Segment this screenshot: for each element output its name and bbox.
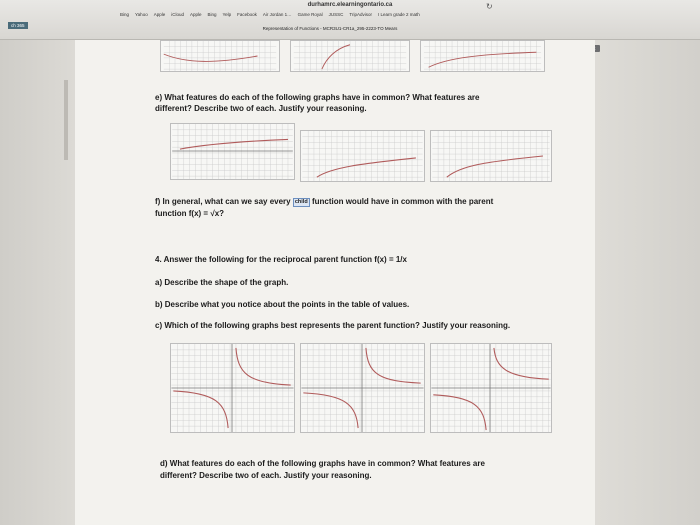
question-e-line2: different? Describe two of each. Justify your reasoning. bbox=[155, 104, 367, 113]
browser-chrome bbox=[0, 0, 700, 40]
reload-icon[interactable]: ↻ bbox=[486, 2, 493, 11]
graph-top-1-svg bbox=[161, 41, 279, 71]
graph-e-1-svg bbox=[171, 124, 294, 179]
address-bar[interactable]: durhamrc.elearningontario.ca bbox=[307, 2, 393, 8]
graph-4c-1 bbox=[170, 343, 295, 433]
question-f-pre: f) In general, what can we say every bbox=[155, 197, 291, 206]
graph-top-3 bbox=[420, 40, 545, 72]
question-f-post: function would have in common with the parent bbox=[311, 197, 494, 206]
bookmark-item[interactable]: Apple bbox=[189, 12, 202, 17]
question-d-line1: d) What features do each of the following graphs have in common? What features are bbox=[160, 459, 485, 468]
bookmarks-bar bbox=[120, 12, 520, 22]
graph-4c-1-svg bbox=[171, 344, 294, 432]
bookmark-item[interactable]: I Learn grade 2 math bbox=[378, 12, 420, 17]
graph-e-2-svg bbox=[301, 131, 424, 181]
graph-e-3-svg bbox=[431, 131, 551, 181]
left-sidebar bbox=[0, 40, 75, 525]
question-f-line2: function f(x) = √x? bbox=[155, 209, 225, 218]
graph-4c-2-svg bbox=[301, 344, 424, 432]
bookmark-item[interactable]: Bing bbox=[207, 12, 217, 17]
question-f-line1 bbox=[155, 196, 493, 207]
bookmark-item[interactable]: Air Jordan 1… bbox=[262, 12, 292, 17]
graph-e-3 bbox=[430, 130, 552, 182]
bookmark-item[interactable]: TripAdvisor bbox=[349, 12, 373, 17]
bookmark-item[interactable]: Facebook bbox=[237, 12, 257, 17]
graph-e-2 bbox=[300, 130, 425, 182]
graph-top-1 bbox=[160, 40, 280, 72]
question-4: 4. Answer the following for the reciprocal parent function f(x) = 1/x bbox=[155, 255, 407, 264]
graph-top-2-svg bbox=[291, 41, 409, 71]
left-corner-label: ch 365 bbox=[8, 22, 28, 29]
child-highlight[interactable]: child bbox=[294, 199, 308, 205]
question-4b: b) Describe what you notice about the points in the table of values. bbox=[155, 300, 410, 309]
tab-title[interactable]: Representation of Functions - MCR3U1-CR1a_295-2223-TO Mears bbox=[262, 26, 398, 31]
bookmark-item[interactable]: JUSSC bbox=[328, 12, 344, 17]
scroll-handle[interactable] bbox=[64, 80, 68, 160]
bookmark-item[interactable]: Yelp bbox=[222, 12, 232, 17]
bookmark-item[interactable]: Apple bbox=[153, 12, 166, 17]
graph-e-1 bbox=[170, 123, 295, 180]
graph-4c-3 bbox=[430, 343, 552, 433]
bookmark-item[interactable]: Game Royal bbox=[297, 12, 323, 17]
graph-top-3-svg bbox=[421, 41, 544, 71]
right-sidebar bbox=[595, 40, 700, 525]
graph-top-2 bbox=[290, 40, 410, 72]
graph-4c-2 bbox=[300, 343, 425, 433]
question-e-line1: e) What features do each of the following graphs have in common? What features are bbox=[155, 93, 480, 102]
question-4a: a) Describe the shape of the graph. bbox=[155, 278, 289, 287]
bookmark-item[interactable]: Yahoo bbox=[135, 12, 148, 17]
question-d-line2: different? Describe two of each. Justify your reasoning. bbox=[160, 471, 372, 480]
bookmark-item[interactable]: iCloud bbox=[171, 12, 184, 17]
question-4c: c) Which of the following graphs best represents the parent function? Justify your reasoning. bbox=[155, 321, 511, 330]
assignment-page bbox=[75, 40, 595, 525]
graph-4c-3-svg bbox=[431, 344, 551, 432]
bookmark-item[interactable]: Bing bbox=[120, 12, 130, 17]
